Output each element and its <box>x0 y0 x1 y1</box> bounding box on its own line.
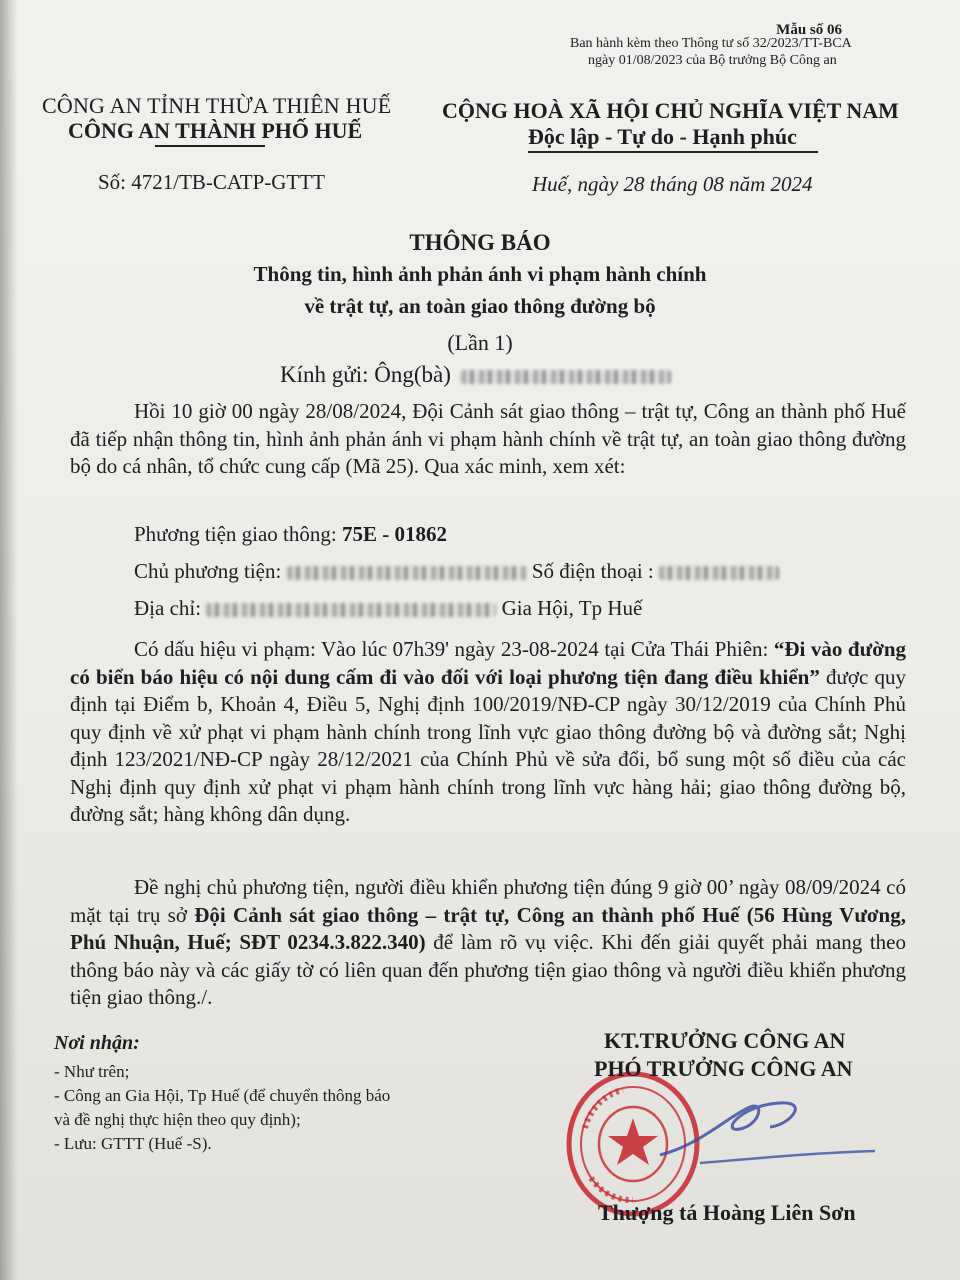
violation-intro: Có dấu hiệu vi phạm: Vào lúc 07h39' ngày 23-08-2024 tại Cửa Thái Phiên: <box>134 637 774 661</box>
page-edge-shadow <box>0 0 18 1280</box>
redacted-owner-name <box>287 566 527 580</box>
signature-title-1: KT.TRƯỞNG CÔNG AN <box>604 1028 846 1053</box>
signer-name: Thượng tá Hoàng Liên Sơn <box>598 1200 856 1225</box>
greeting <box>280 362 671 388</box>
recipients-title: Nơi nhận: <box>54 1032 140 1054</box>
form-issued-line1: Ban hành kèm theo Thông tư số 32/2023/TT-BCA <box>570 36 852 51</box>
paragraph-violation <box>70 636 906 829</box>
redacted-address <box>206 603 496 617</box>
agency-name: CÔNG AN THÀNH PHỐ HUẾ <box>68 118 363 143</box>
vehicle-plate: 75E - 01862 <box>341 522 447 546</box>
document-subtitle-1: Thông tin, hình ảnh phản ánh vi phạm hành chính <box>253 262 707 286</box>
redacted-phone <box>659 566 779 580</box>
owner-label: Chủ phương tiện: <box>134 559 287 583</box>
notice-round: (Lần 1) <box>447 330 513 355</box>
recipient-item: và đề nghị thực hiện theo quy định); <box>54 1110 301 1129</box>
recipient-item: - Như trên; <box>54 1062 130 1081</box>
violation-legal-basis: được quy định tại Điểm b, Khoản 4, Điều 5, Nghị định 100/2019/NĐ-CP ngày 30/12/2019 của Chính Phủ quy định về xử phạt vi phạm hành chính trong lĩnh vực giao thông đường bộ và đường sắt; Nghị định 123/2021/NĐ-CP ngày 28/12/2021 của Chính Phủ về sửa đổi, bổ sung một số điều của các Nghị định quy định xử phạt vi phạm hành chính trong lĩnh vực hàng hải; giao thông đường bộ, đường sắt; hàng không dân dụng. <box>70 664 906 826</box>
owner-line <box>134 559 779 584</box>
vehicle-label: Phương tiện giao thông: <box>134 522 342 546</box>
request-part1: Đề nghị chủ phương tiện, người điều khiển phương tiện đúng 9 giờ 00’ ngày 08/09/2024 có mặt tại trụ sở <box>70 875 906 927</box>
redacted-recipient-name <box>461 370 671 384</box>
address-line <box>134 596 642 621</box>
place-date: Huế, ngày 28 tháng 08 năm 2024 <box>532 172 813 196</box>
handwritten-signature <box>640 1085 880 1185</box>
request-office: Đội Cảnh sát giao thông – trật tự, Công an thành phố Huế (56 Hùng Vương, Phú Nhuận, Huế; SĐT 0234.3.822.340) <box>70 902 906 954</box>
document-number: Số: 4721/TB-CATP-GTTT <box>98 170 325 194</box>
form-issued-line2: ngày 01/08/2023 của Bộ trưởng Bộ Công an <box>588 53 837 68</box>
motto-underline <box>528 151 818 153</box>
vehicle-line <box>134 522 447 547</box>
paragraph-request <box>70 874 906 1012</box>
recipient-item: - Công an Gia Hội, Tp Huế (để chuyển thông báo <box>54 1086 391 1105</box>
address-visible: Gia Hội, Tp Huế <box>501 596 643 620</box>
agency-underline <box>155 145 265 147</box>
document-subtitle-2: về trật tự, an toàn giao thông đường bộ <box>304 294 656 318</box>
address-label: Địa chỉ: <box>134 596 207 620</box>
national-motto: Độc lập - Tự do - Hạnh phúc <box>528 124 797 149</box>
agency-parent: CÔNG AN TỈNH THỪA THIÊN HUẾ <box>42 93 392 118</box>
republic-title: CỘNG HOÀ XÃ HỘI CHỦ NGHĨA VIỆT NAM <box>442 98 899 123</box>
document-title: THÔNG BÁO <box>409 230 551 255</box>
paragraph-intro: Hồi 10 giờ 00 ngày 28/08/2024, Đội Cảnh sát giao thông – trật tự, Công an thành phố Huế đã tiếp nhận thông tin, hình ảnh phản ánh vi phạm hành chính về trật tự, an toàn giao thông đường bộ do cá nhân, tổ chức cung cấp (Mã 25). Qua xác minh, xem xét: <box>70 399 906 478</box>
form-number: Mẫu số 06 <box>776 22 842 38</box>
phone-label: Số điện thoại : <box>531 559 659 583</box>
violation-act: “Đi vào đường có biển báo hiệu có nội dung cấm đi vào đối với loại phương tiện đang điều khiển” <box>70 637 906 689</box>
recipient-item: - Lưu: GTTT (Huế -S). <box>54 1134 212 1153</box>
request-part2: để làm rõ vụ việc. Khi đến giải quyết phải mang theo thông báo này và các giấy tờ có liên quan đến phương tiện giao thông và người điều khiển phương tiện giao thông./. <box>70 930 907 1009</box>
signature-title-2: PHÓ TRƯỞNG CÔNG AN <box>594 1056 853 1081</box>
greeting-label: Kính gửi: Ông(bà) <box>280 362 451 387</box>
